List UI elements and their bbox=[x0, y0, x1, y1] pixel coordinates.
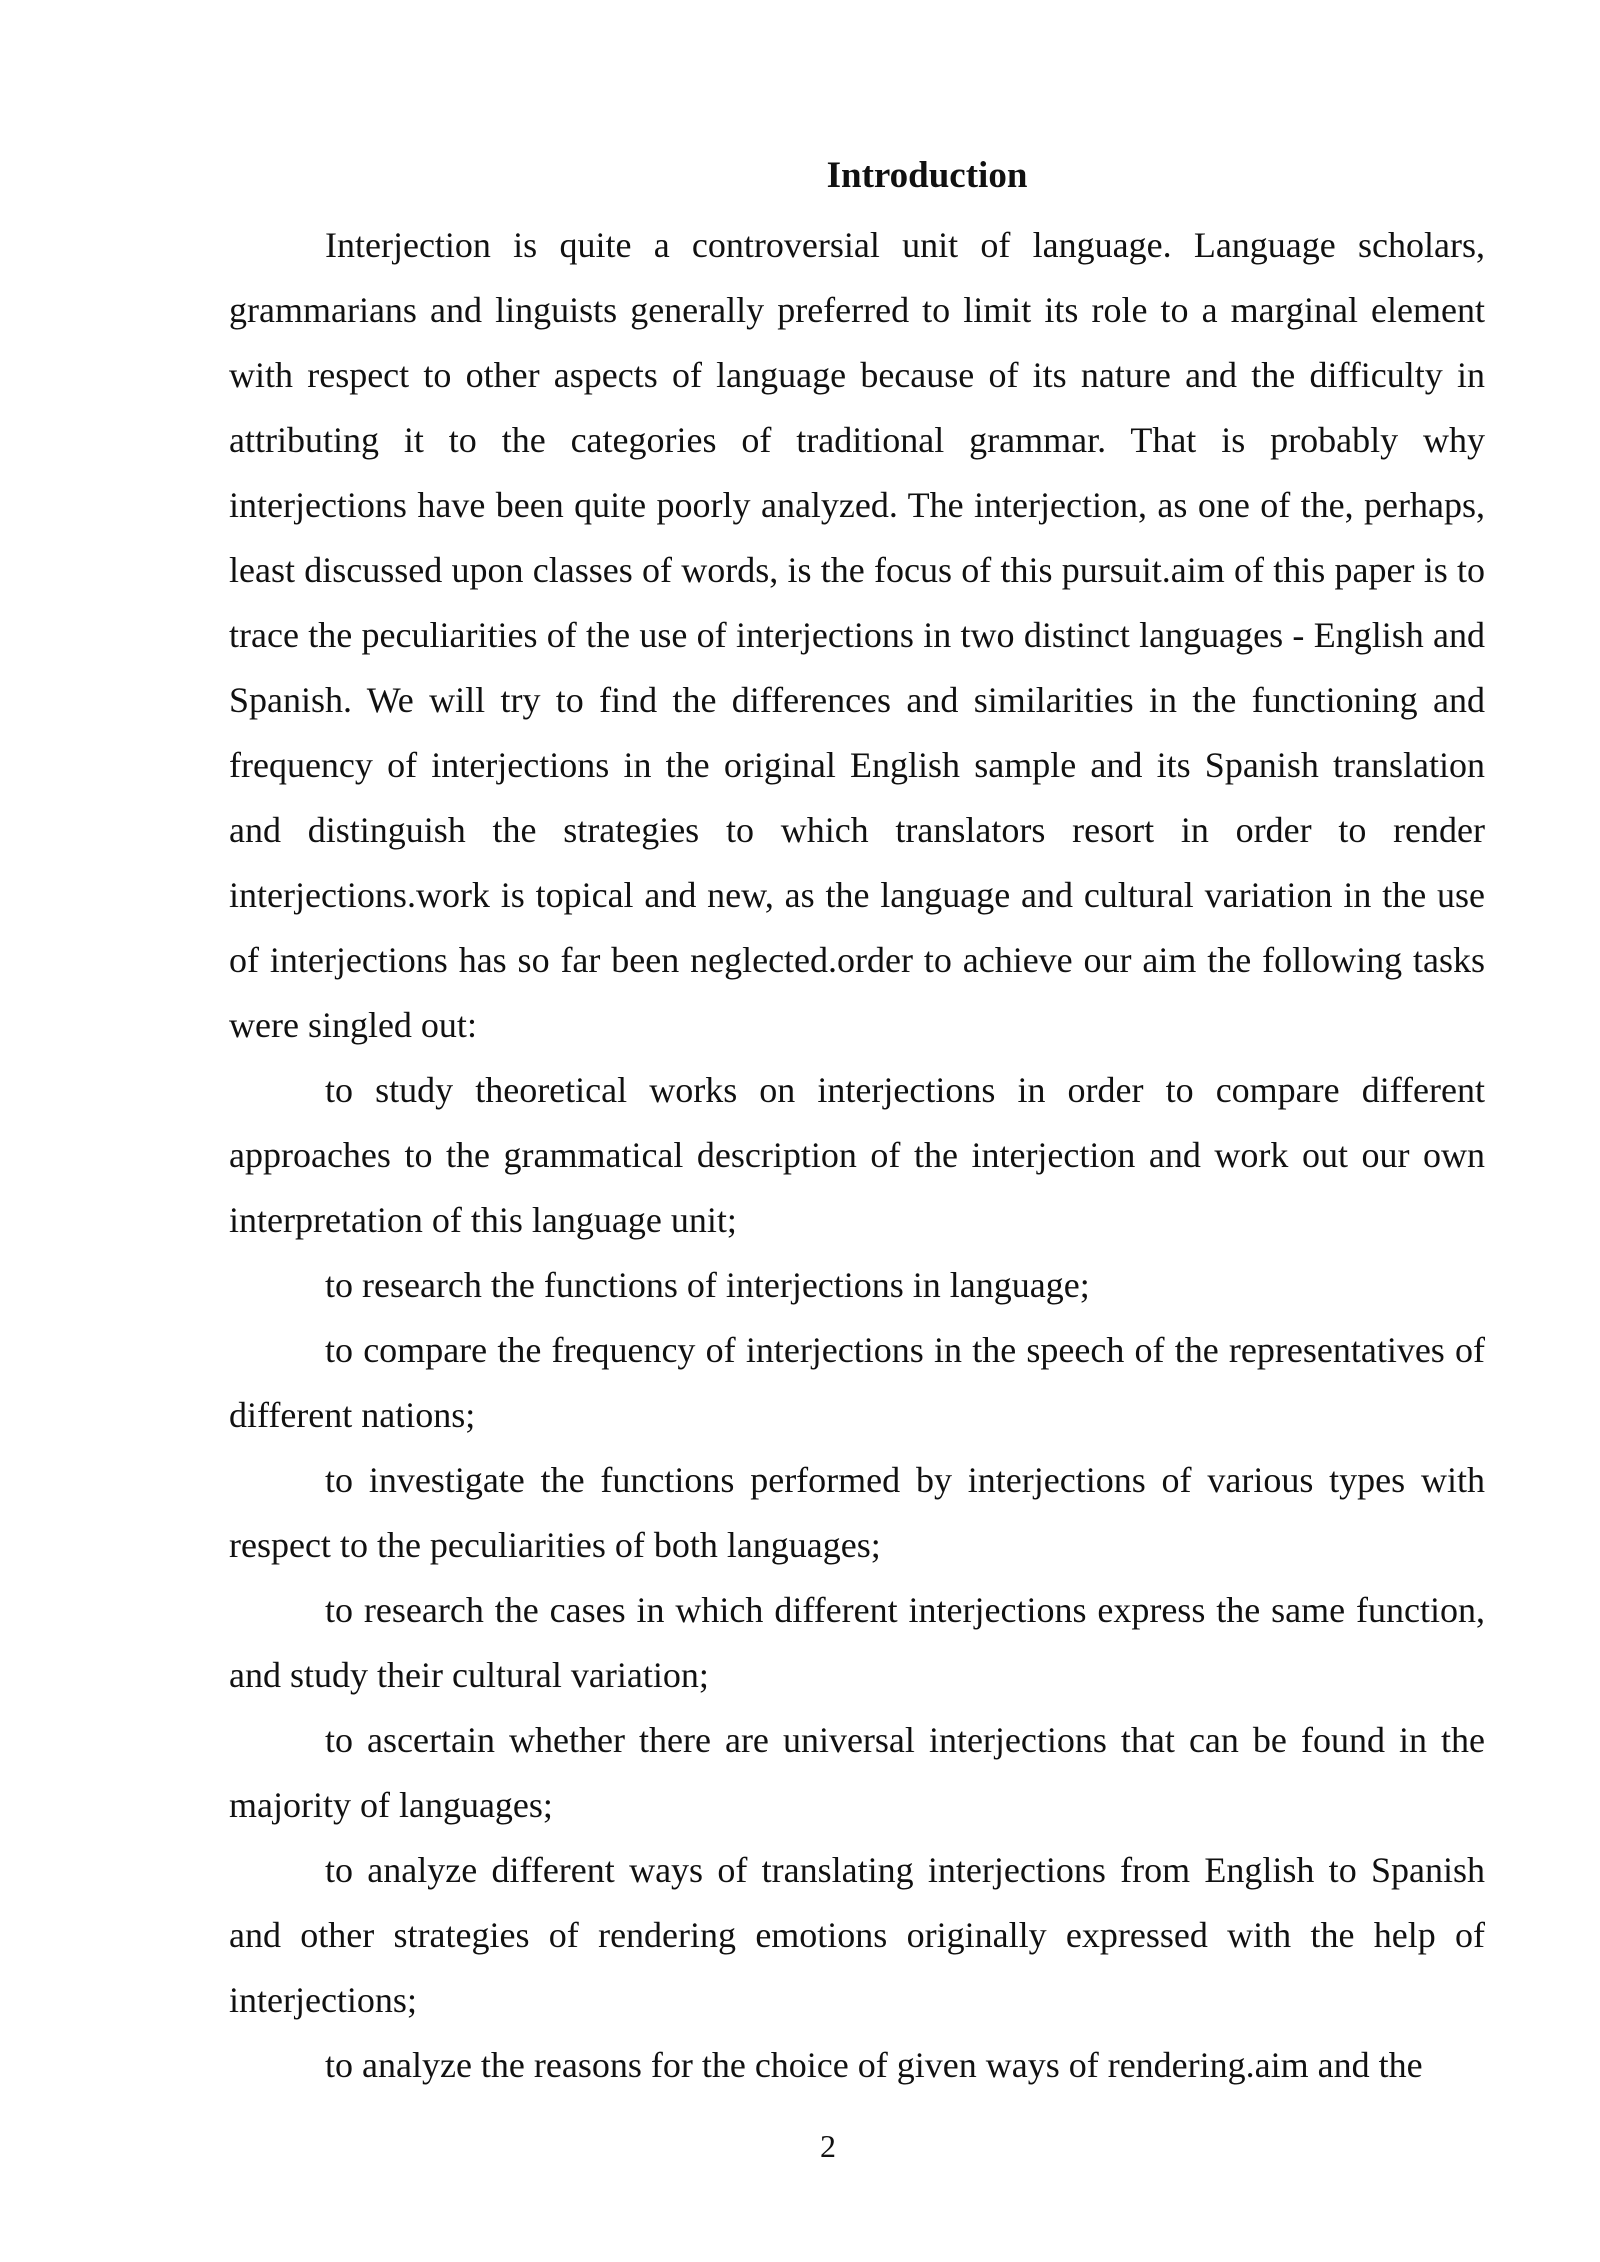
task-item-compare-frequency: to compare the frequency of interjections in the speech of the representatives of different nations; bbox=[229, 1330, 1485, 1435]
page-content bbox=[229, 148, 1485, 2098]
page-number: 2 bbox=[820, 2128, 836, 2164]
task-item-rendering-reasons: to analyze the reasons for the choice of given ways of rendering.aim and the bbox=[325, 2045, 1423, 2085]
page-title: Introduction bbox=[826, 155, 1028, 196]
paragraph-intro: Interjection is quite a controversial unit of language. Language scholars, grammarians and linguists generally preferred to limit its role to a marginal element with respect to other aspects of language because of its nature and the difficulty in attributing it to the categories of traditional grammar. That is probably why interjections have been quite poorly analyzed. The interjection, as one of the, perhaps, least discussed upon classes of words, is the focus of this pursuit.aim of this paper is to trace the peculiarities of the use of interjections in two distinct languages - English and Spanish. We will try to find the differences and similarities in the functioning and frequency of interjections in the original English sample and its Spanish translation and distinguish the strategies to which translators resort in order to render interjections.work is topical and new, as the language and cultural variation in the use of interjections has so far been neglected.order to achieve our aim the following tasks were singled out: bbox=[229, 225, 1485, 1045]
task-item-study-theory: to study theoretical works on interjections in order to compare different approaches to the grammatical description of the interjection and work out our own interpretation of this language unit; bbox=[229, 1070, 1485, 1240]
task-item-research-cases: to research the cases in which different interjections express the same function, and study their cultural variation; bbox=[229, 1590, 1485, 1695]
task-item-research-functions: to research the functions of interjections in language; bbox=[325, 1265, 1090, 1305]
task-item-universal-interjections: to ascertain whether there are universal interjections that can be found in the majority of languages; bbox=[229, 1720, 1485, 1825]
task-item-translation-ways: to analyze different ways of translating interjections from English to Spanish and other strategies of rendering emotions originally expressed with the help of interjections; bbox=[229, 1850, 1485, 2020]
task-item-investigate-functions: to investigate the functions performed by interjections of various types with respect to the peculiarities of both languages; bbox=[229, 1460, 1485, 1565]
